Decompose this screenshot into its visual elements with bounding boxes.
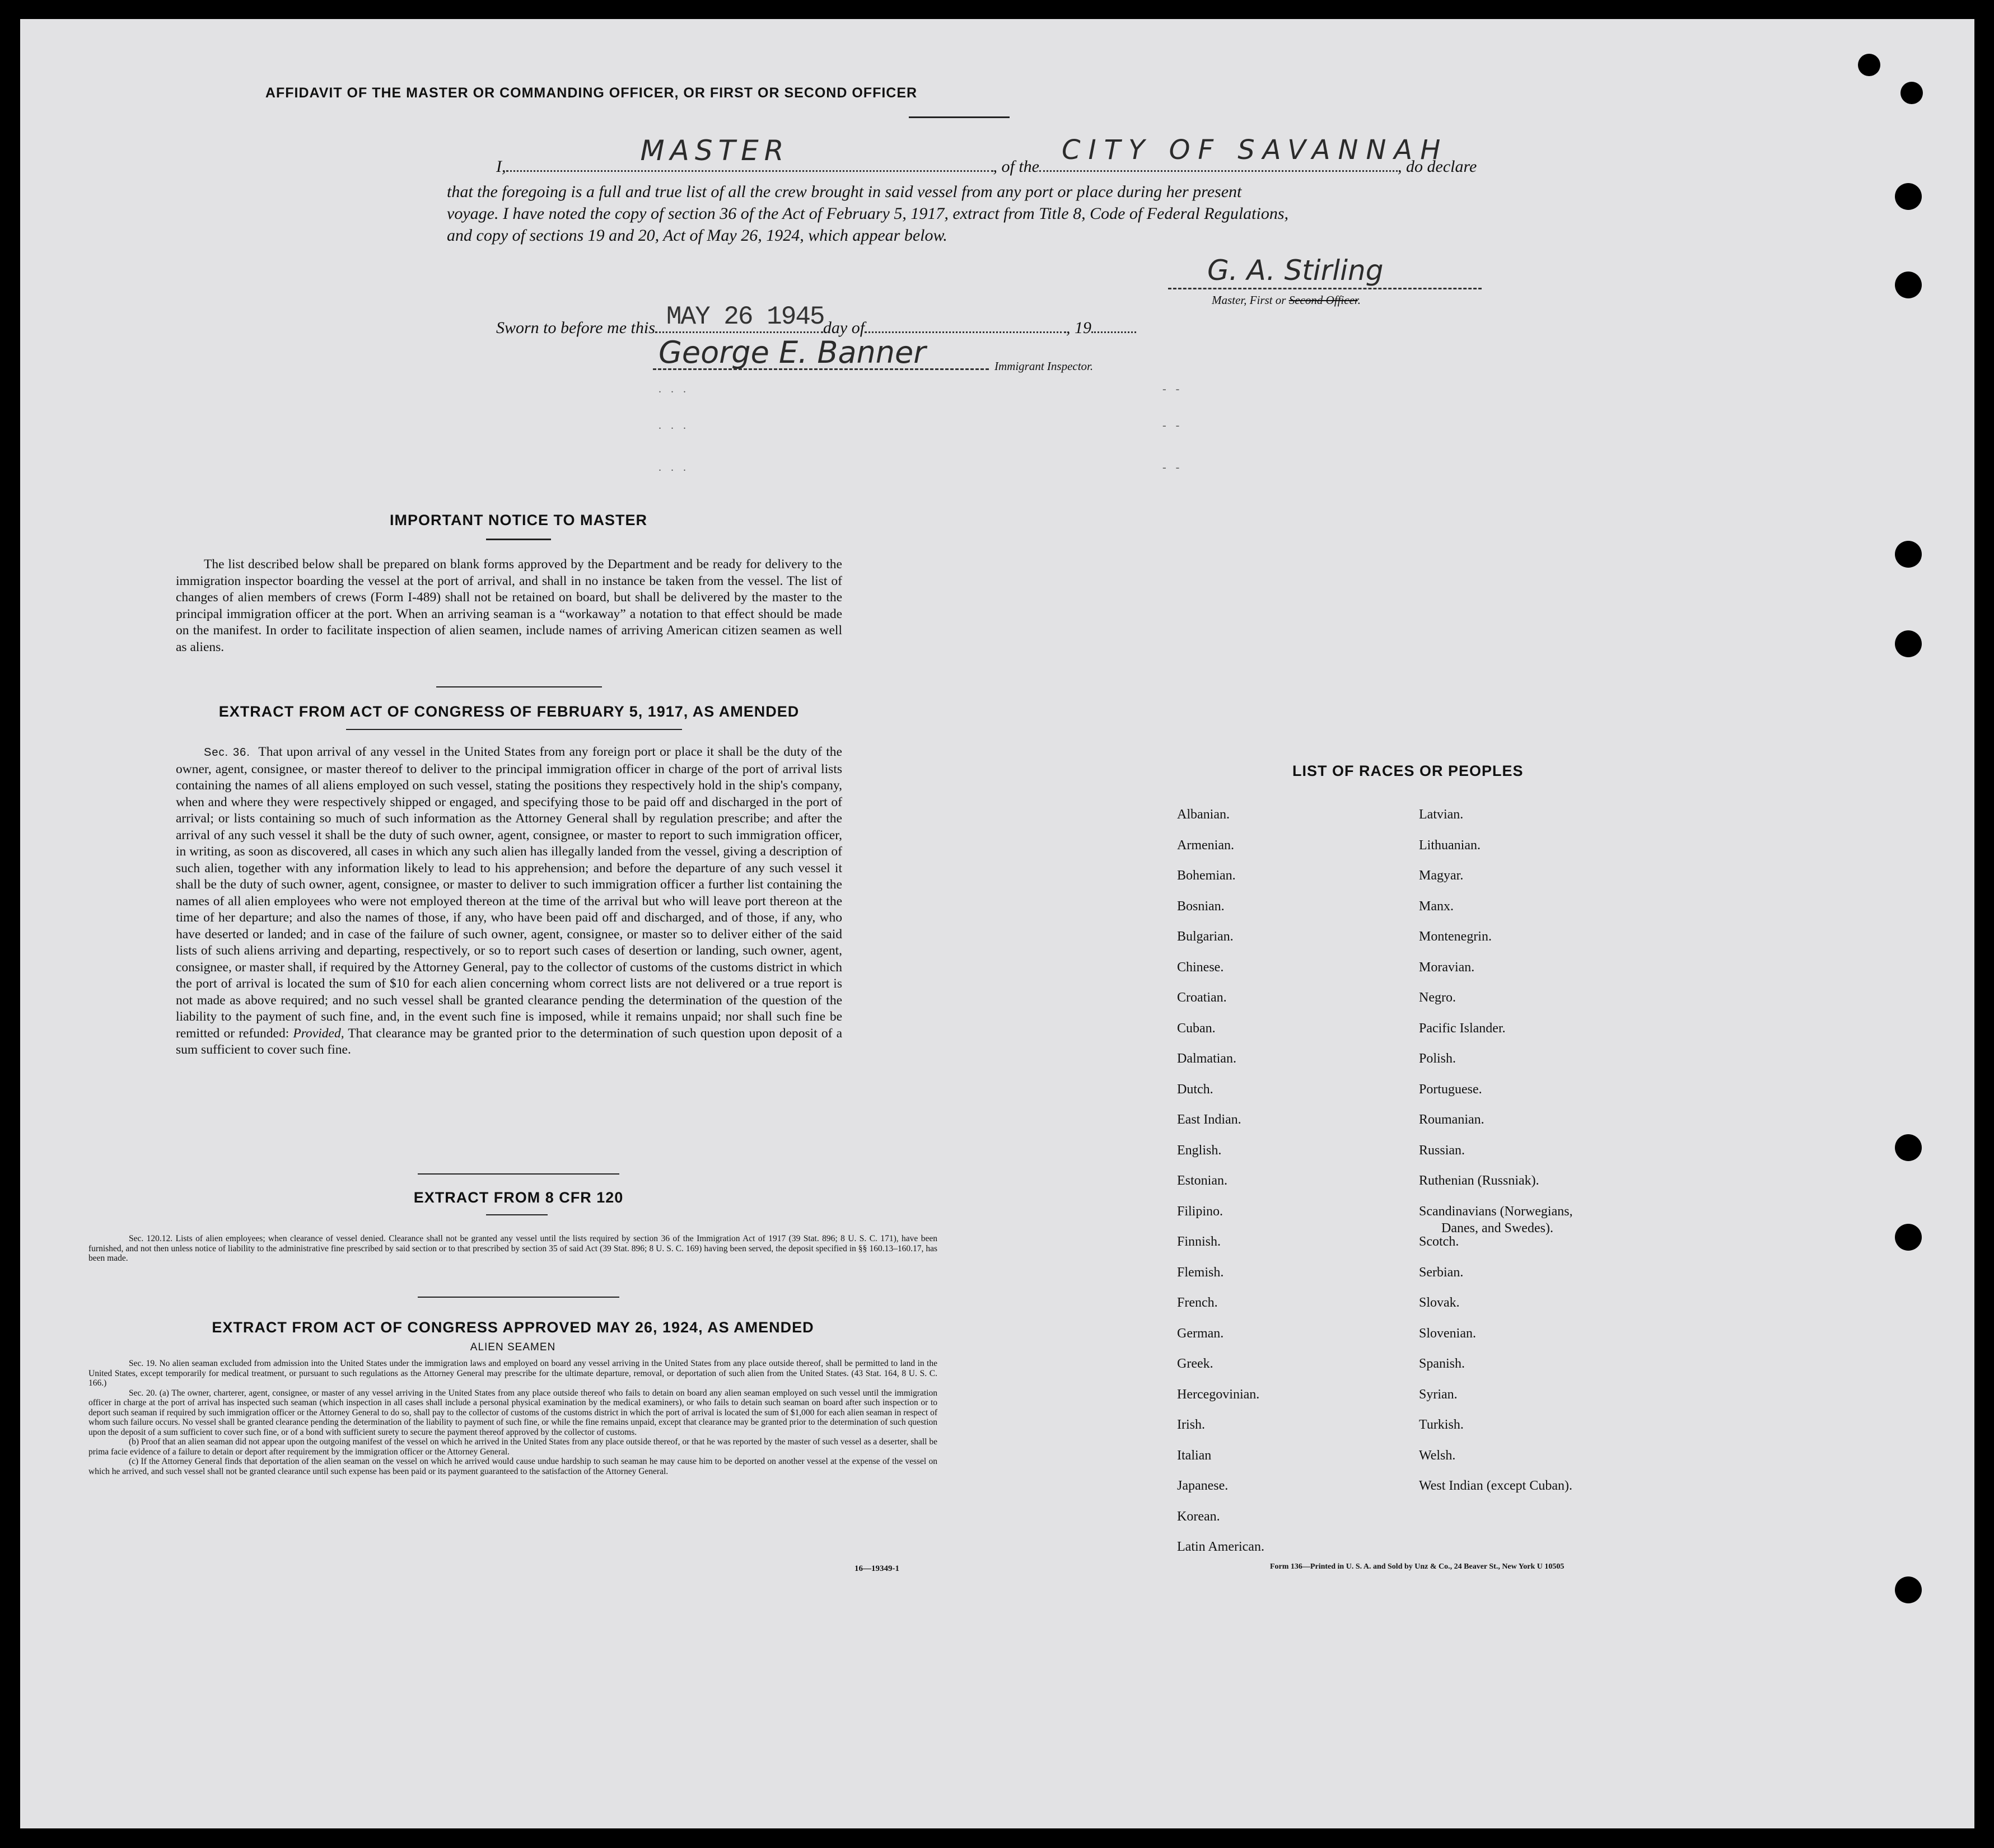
affidavit-line-2: that the foregoing is a full and true list of all the crew brought in said vessel from any port or place during her present [447,183,1242,201]
race-entry: Cuban. [1177,1021,1216,1036]
race-entry: Spanish. [1419,1356,1465,1371]
race-entry: Welsh. [1419,1448,1456,1463]
act-1917-text: That upon arrival of any vessel in the United States from any foreign port or place it shall be the duty of the owner, agent, consignee, or master thereof to deliver to the principal immigration officer in charge of the port of arrival lists containing the names of all aliens employed on such vessel, stating the positions they respectively hold in the ship's company, when and where they were respectively shipped or engaged, and specifying those to be paid off and discharged in the port of arrival; or lists containing so much of such information as the Attorney General shall by regulation prescribe; and after the arrival of any such vessel it shall be the duty of such owner, agent, consignee, or master to report to such immigration officer, in writing, as soon as discovered, all cases in which any such alien has illegally landed from the vessel, giving a description of such alien, together with any information likely to lead to his apprehension; and before the departure of any such vessel it shall be the duty of such owner, agent, consignee, or master to deliver to such immigration officer a further list containing the names of all alien employees who were not employed thereon at the time of the arrival but who will leave port thereon at the time of her departure; and also the names of those, if any, who have been paid off and discharged, and of those, if any, who have deserted or landed; and in case of the failure of such owner, agent, consignee, or master so to deliver either of the said lists of such aliens arriving and departing, respectively, or so to report such cases of desertion or landing, such owner, agent, consignee, or master shall, if required by the Attorney General, pay to the collector of customs of the customs district in which the port of arrival is located the sum of $10 for each alien concerning whom correct lists are not delivered or a true report is not made as above required; and no such vessel shall be granted clearance pending the determination of the question of the liability to the payment of such fine, and, in the event such fine is imposed, while it remains unpaid; nor shall such fine be remitted or refunded: [176,745,842,1041]
act-1924-sec-20c: (c) If the Attorney General finds that deportation of the alien seaman on the vessel on which he arrived would cause undue hardship to such seaman he may cause him to be deported on another vessel at the expense of the vessel on which he arrived, and such vessel shall not be granted clearance until such expense has been paid or its payment guaranteed to the satisfaction of the Attorney General. [88,1457,937,1476]
sworn-month-field [865,315,1066,333]
race-entry: Flemish. [1177,1265,1224,1280]
race-entry: Montenegrin. [1419,929,1492,944]
punch-hole [1895,272,1922,298]
notice-heading: IMPORTANT NOTICE TO MASTER [390,512,647,528]
affidavit-line-1 [496,134,1477,176]
punch-hole [1895,541,1922,568]
act-1924-heading: EXTRACT FROM ACT OF CONGRESS APPROVED MAY 26, 1924, AS AMENDED [212,1319,814,1336]
act-1917-body [176,744,842,1059]
race-entry: Serbian. [1419,1265,1464,1280]
affidavit-line-4: and copy of sections 19 and 20, Act of May 26, 1924, which appear below. [447,226,947,245]
sworn-day-of: day of [823,319,865,337]
race-entry: Manx. [1419,899,1454,914]
section-divider [436,686,602,687]
act-1917-provided: Provided, [293,1026,344,1041]
act-1917-text-end: That clearance may be granted prior to the determination of such question upon deposit of a sum sufficient to cover such fine. [176,1026,843,1057]
races-title: LIST OF RACES OR PEOPLES [1292,762,1524,779]
race-entry: Slovenian. [1419,1326,1476,1341]
margin-marks: . . . [659,461,689,474]
vessel-name-handwritten: CITY OF SAVANNAH [1062,134,1449,166]
race-entry: Italian [1177,1448,1212,1463]
race-entry: West Indian (except Cuban). [1419,1479,1572,1493]
race-entry: Dutch. [1177,1082,1213,1097]
section-divider [418,1297,619,1298]
race-entry: French. [1177,1295,1218,1310]
race-entry: Latin American. [1177,1540,1264,1554]
of-the: , of the [993,157,1039,176]
race-entry: Armenian. [1177,838,1234,853]
master-caption-text: Master, First or [1212,293,1289,307]
act-1924-subheading: ALIEN SEAMEN [470,1341,556,1353]
cfr-rule [486,1214,548,1215]
notice-body: The list described below shall be prepared on blank forms approved by the Department and be ready for delivery to the immigration inspector boarding the vessel at the port of arrival, and shall in no instance be taken from the vessel. The list of changes of alien members of crews (Form I-489) shall not be retained on board, but shall be delivered by the master to the principal immigration officer at the port. When an arriving seaman is a “workaway” a notation to that effect should be made on the manifest. In order to facilitate inspection of alien seamen, include names of arriving American citizen seamen as well as aliens. [176,557,842,654]
section-divider [418,1173,619,1175]
form-footer: Form 136—Printed in U. S. A. and Sold by Unz & Co., 24 Beaver St., New York U 10505 [1270,1562,1565,1571]
margin-marks: . . . [659,383,689,395]
punch-hole [1895,630,1922,657]
race-entry: Bohemian. [1177,868,1236,883]
race-entry: Filipino. [1177,1204,1224,1219]
master-signature: G. A. Stirling [1207,254,1384,287]
race-entry: Turkish. [1419,1417,1464,1432]
race-entry: Lithuanian. [1419,838,1481,853]
act-1917-heading: EXTRACT FROM ACT OF CONGRESS OF FEBRUARY 5, 1917, AS AMENDED [218,703,800,720]
master-signature-line [1168,254,1482,289]
margin-marks: - - [1162,419,1183,432]
race-entry: Bosnian. [1177,899,1225,914]
race-entry: Roumanian. [1419,1112,1484,1127]
race-entry: Bulgarian. [1177,929,1234,944]
race-entry: Danes, and Swedes). [1441,1220,1553,1236]
punch-hole [1895,1224,1922,1251]
race-entry: East Indian. [1177,1112,1241,1127]
master-caption-struck: Second Officer [1288,293,1358,307]
race-entry: Slovak. [1419,1295,1460,1310]
race-entry: Finnish. [1177,1234,1221,1249]
race-entry: Ruthenian (Russniak). [1419,1173,1539,1188]
act-1917-section-label: Sec. 36. [204,746,250,759]
master-name-field [506,134,993,172]
race-entry: Albanian. [1177,807,1230,822]
master-caption-end: . [1357,293,1361,307]
do-declare: , do declare [1398,157,1477,176]
act-1917-rule [346,729,682,730]
race-entry: Latvian. [1419,807,1464,822]
sworn-prefix: Sworn to before me this [496,319,655,337]
act-1924-sec-19: Sec. 19. No alien seaman excluded from admission into the United States under the immigration laws and employed on board any vessel arriving in the United States from any place outside thereof, shall be permitted to land in the United States, except temporarily for medical treatment, or pursuant to such regulations as the Attorney General may prescribe for the ultimate departure, removal, or deportation of such alien from the United States. (43 Stat. 164, 8 U. S. C. 166.) [88,1359,937,1388]
race-entry: German. [1177,1326,1224,1341]
race-entry: Moravian. [1419,960,1475,975]
affidavit-title: AFFIDAVIT OF THE MASTER OR COMMANDING OFFICER, OR FIRST OR SECOND OFFICER [265,85,918,101]
margin-marks: - - [1162,461,1183,474]
cfr-body: Sec. 120.12. Lists of alien employees; when clearance of vessel denied. Clearance shall not be granted any vessel until the lists required by section 36 of the Immigration Act of 1917 (39 Stat. 896; 8 U. S. C. 171), have been furnished, and not then unless notice of liability to the administrative fine prescribed by said section or to that prescribed by section 35 of said Act (39 Stat. 896; 8 U. S. C. 169) having been served, the deposit specified in §§ 160.13–160.17, has been made. [88,1234,937,1263]
inspector-signature: George E. Banner [659,335,926,370]
race-entry: Magyar. [1419,868,1464,883]
race-entry: Pacific Islander. [1419,1021,1506,1036]
race-entry: Scotch. [1419,1234,1459,1249]
race-entry: Negro. [1419,990,1456,1005]
race-entry: Syrian. [1419,1387,1458,1402]
punch-hole [1895,183,1922,210]
race-entry: Scandinavians (Norwegians, [1419,1204,1573,1219]
master-caption [1212,293,1361,307]
race-entry: Hercegovinian. [1177,1387,1260,1402]
act-1924-body [88,1359,937,1476]
punch-hole [1895,1134,1922,1161]
race-entry: Greek. [1177,1356,1213,1371]
title-rule [909,116,1010,118]
race-entry: Japanese. [1177,1479,1229,1493]
act-1924-sec-20a: Sec. 20. (a) The owner, charterer, agent, consignee, or master of any vessel arriving in the United States from any place outside thereof who fails to detain on board any alien seaman employed on such vessel until the immigration officer in charge at the port of arrival has inspected such seaman (which inspection in all cases shall include a personal physical examination by the medical examiners), or who fails to detain such seaman on board after such inspection or to deport such seaman if required by such immigration officer or the Attorney General to do so, shall pay to the collector of customs of the customs district in which the port of arrival is located the sum of $1,000 for each alien seaman in respect of whom such failure occurs. No vessel shall be granted clearance pending the determination of the liability to payment of such fine, or while the fine remains unpaid, except that clearance may be granted prior to the determination of such question upon the deposit of a sum sufficient to cover such fine, or of a bond with sufficient surety to secure the payment thereof approved by the collector of customs. [88,1388,937,1437]
document-page [20,19,1974,1828]
affidavit-line-3: voyage. I have noted the copy of section 36 of the Act of February 5, 1917, extract from Title 8, Code of Federal Regulations, [447,204,1289,223]
sworn-line [496,302,1136,338]
race-entry: Korean. [1177,1509,1220,1524]
race-entry: Chinese. [1177,960,1224,975]
act-1924-sec-20b: (b) Proof that an alien seaman did not appear upon the outgoing manifest of the vessel on which he arrived in the United States from any place outside thereof, or that he was reported by the master of such vessel as a deserter, shall be prima facie evidence of a failure to detain or deport after requirement by the immigration officer or the Attorney General. [88,1437,937,1457]
punch-hole [1858,54,1880,76]
act-1924-code: 16—19349-1 [854,1564,899,1573]
sworn-year-field [1091,315,1136,333]
race-entry: Portuguese. [1419,1082,1482,1097]
sworn-year: , 19 [1066,319,1092,337]
affidavit-i: I, [496,157,506,176]
race-entry: Croatian. [1177,990,1227,1005]
margin-marks: - - [1162,383,1183,395]
margin-marks: . . . [659,419,689,432]
date-stamp: MAY 26 1945 [666,302,824,331]
race-entry: Russian. [1419,1143,1465,1158]
race-entry: Irish. [1177,1417,1205,1432]
punch-hole [1895,1576,1922,1603]
race-entry: Polish. [1419,1051,1456,1066]
race-entry: English. [1177,1143,1222,1158]
inspector-caption: Immigrant Inspector. [994,359,1094,373]
inspector-signature-line [653,335,989,370]
notice-rule [486,539,551,540]
sworn-date-field [655,302,824,333]
cfr-heading: EXTRACT FROM 8 CFR 120 [413,1189,624,1206]
punch-hole [1900,82,1923,104]
race-entry: Estonian. [1177,1173,1227,1188]
master-name-handwritten: MASTER [640,134,790,167]
race-entry: Dalmatian. [1177,1051,1236,1066]
